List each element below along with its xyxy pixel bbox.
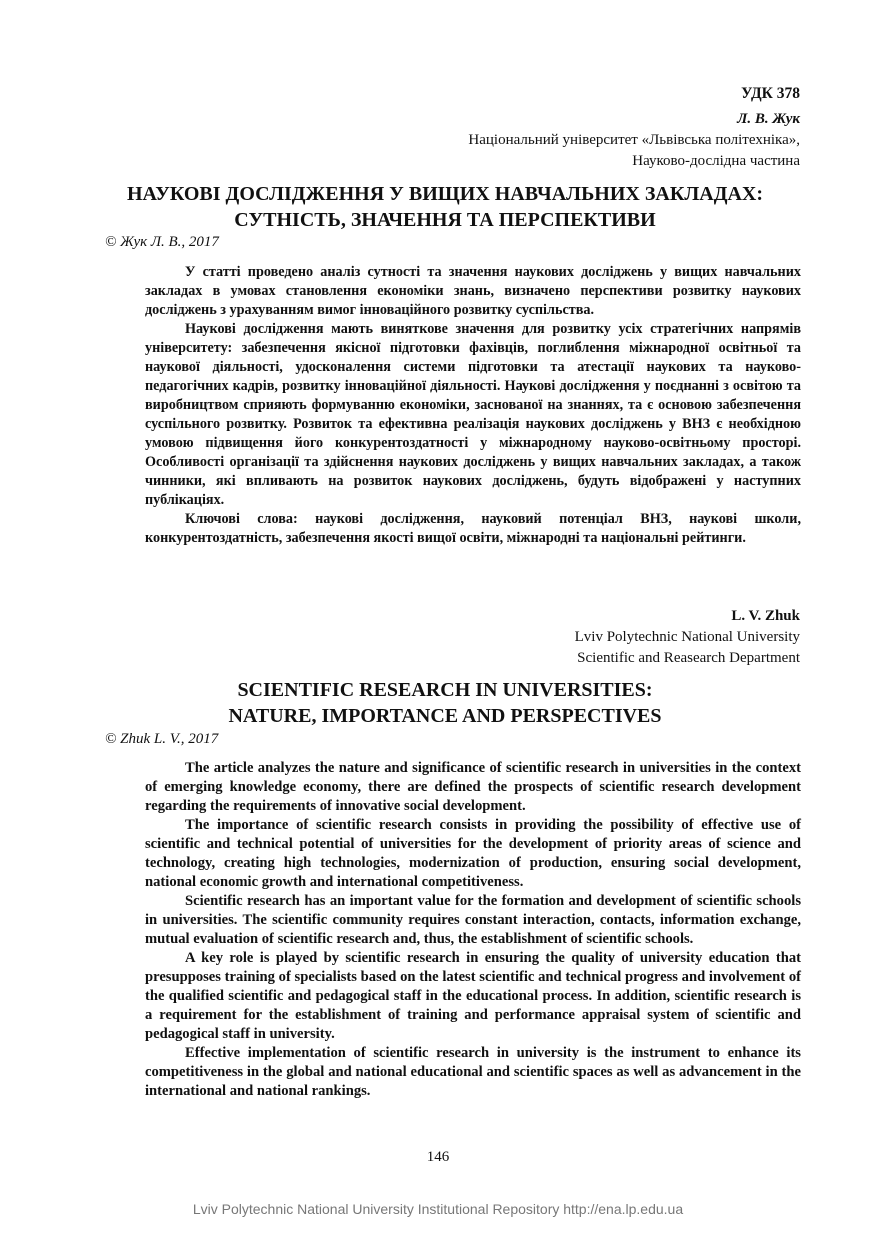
abstract-paragraph: A key role is played by scientific research in ensuring the quality of university education that presupposes training of specialists based on the latest scientific and technical progress and involvement of the qualified scientific and pedagogical staff in the educational process. In addition, scientific research is a requirement for the establishment of training and performance appraisal system of scientific and pedagogical staff in university. (145, 950, 801, 1042)
title-line: СУТНІСТЬ, ЗНАЧЕННЯ ТА ПЕРСПЕКТИВИ (234, 209, 656, 231)
abstract-paragraph: У статті проведено аналіз сутності та значення наукових досліджень у вищих навчальних закладах в умовах становлення економіки знань, визначено перспективи розвитку наукових досліджень з урахуванням вимог інноваційного розвитку суспільства. (145, 264, 801, 318)
title-line: SCIENTIFIC RESEARCH IN UNIVERSITIES: (237, 679, 653, 701)
author-block-ua (468, 109, 800, 172)
copyright-en: © Zhuk L. V., 2017 (105, 731, 219, 747)
affiliation-line: Scientific and Reasearch Department (577, 650, 800, 666)
repository-footer: Lviv Polytechnic National University Institutional Repository http://ena.lp.edu.ua (192, 1201, 684, 1217)
affiliation-line: Науково-дослідна частина (632, 153, 800, 169)
page-number: 146 (426, 1149, 450, 1165)
title-line: НАУКОВІ ДОСЛІДЖЕННЯ У ВИЩИХ НАВЧАЛЬНИХ ЗАКЛАДАХ: (126, 183, 764, 205)
author-block-en (575, 606, 800, 669)
article-title-ua (100, 181, 790, 233)
keywords-paragraph: Ключові слова: наукові дослідження, науковий потенціал ВНЗ, наукові школи, конкурентоздатність, забезпечення якості вищої освіти, міжнародні та національні рейтинги. (145, 511, 801, 546)
abstract-paragraph: Scientific research has an important value for the formation and development of scientific schools in universities. The scientific community requires constant interaction, contacts, information exchange, mutual evaluation of scientific research and, thus, the establishment of scientific schools. (145, 893, 801, 947)
author-name-en: L. V. Zhuk (731, 608, 800, 624)
abstract-paragraph: The importance of scientific research consists in providing the possibility of effective use of scientific and technical potential of universities for the development of priority areas of science and technology, creating high technologies, modernization of production, ensuring social development, national economic growth and international competitiveness. (145, 817, 801, 890)
abstract-ua (145, 263, 801, 548)
abstract-paragraph: The article analyzes the nature and significance of scientific research in universities in the context of emerging knowledge economy, there are defined the prospects of scientific research development regarding the requirements of innovative social development. (145, 760, 801, 814)
abstract-paragraph: Наукові дослідження мають виняткове значення для розвитку усіх стратегічних напрямів університету: забезпечення якісної підготовки фахівців, поглиблення міжнародної освітньої та наукової діяльності, удосконалення системи підготовки та атестації наукових та науково-педагогічних кадрів, розвитку інноваційної діяльності. Наукові дослідження у поєднанні з освітою та виробництвом сприяють формуванню економіки, заснованої на знаннях, та є основою забезпечення суспільного розвитку. Розвиток та ефективна реалізація наукових досліджень у ВНЗ є необхідною умовою підвищення його конкурентоздатності у міжнародному науково-освітньому просторі. Особливості організації та здійснення наукових досліджень у вищих навчальних закладах, а також чинники, які впливають на розвиток наукових досліджень, будуть відображені у наступних публікаціях. (145, 321, 801, 508)
copyright-ua: © Жук Л. В., 2017 (105, 234, 219, 250)
title-line: NATURE, IMPORTANCE AND PERSPECTIVES (228, 705, 662, 727)
article-title-en (100, 677, 790, 729)
abstract-paragraph: Effective implementation of scientific research in university is the instrument to enhance its competitiveness in the global and national educational and scientific spaces as well as advancement in the international and national rankings. (145, 1045, 801, 1099)
author-name-ua: Л. В. Жук (737, 111, 800, 127)
abstract-en (145, 759, 801, 1101)
udk-code: УДК 378 (741, 85, 800, 102)
affiliation-line: Lviv Polytechnic National University (574, 629, 800, 645)
affiliation-line: Національний університет «Львівська політехніка», (468, 132, 800, 148)
